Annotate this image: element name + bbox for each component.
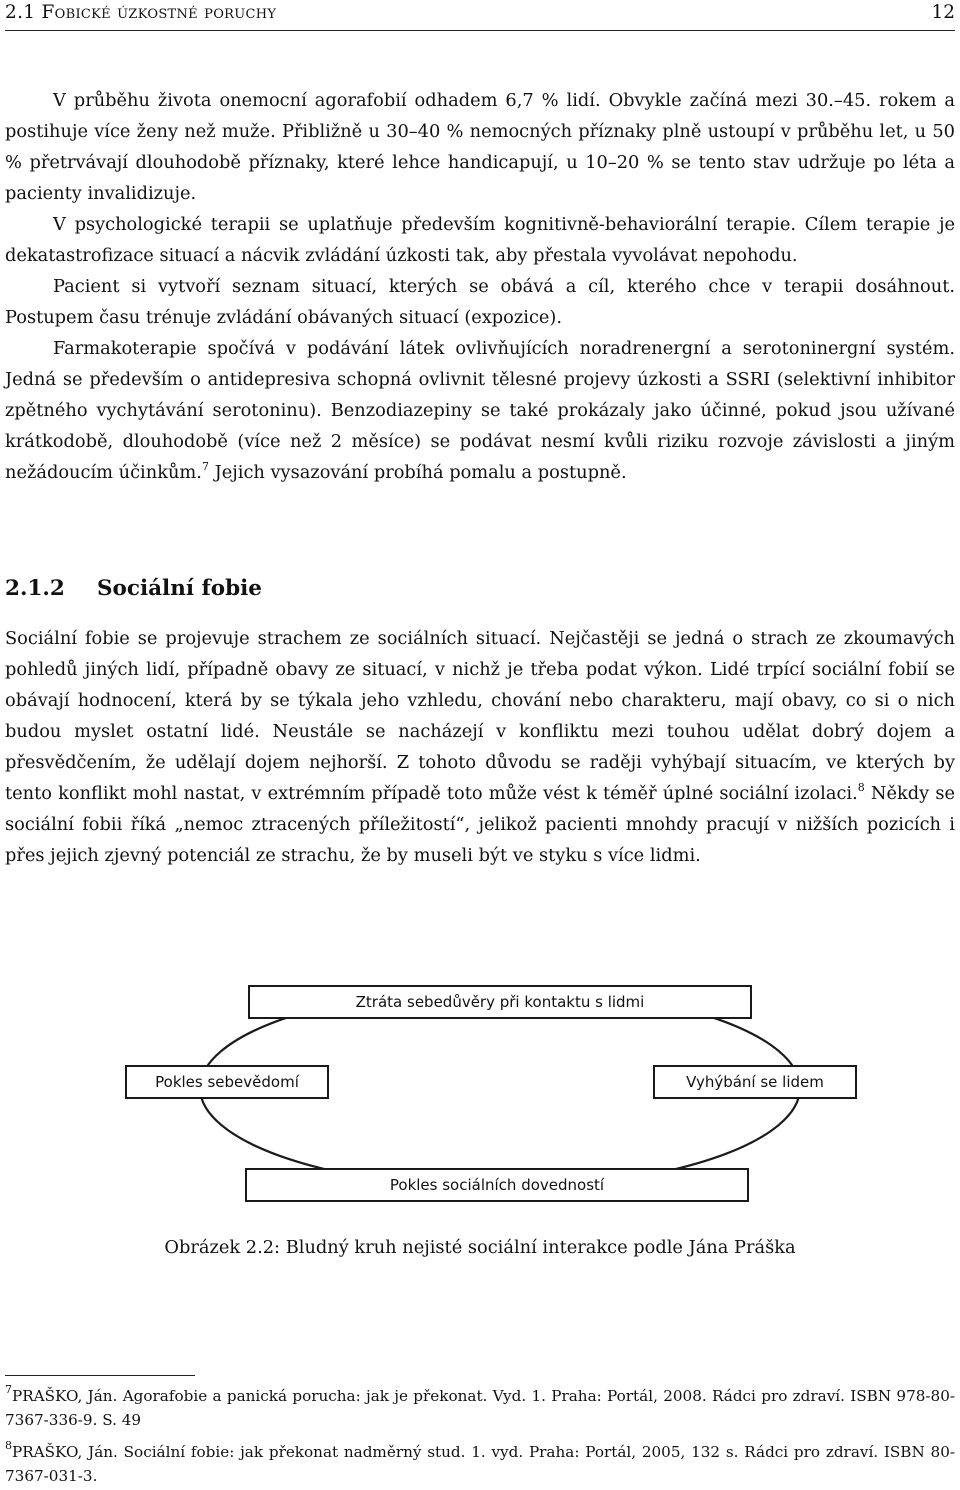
footnote [5,1384,955,1432]
section-text [5,623,955,871]
section-heading [5,576,262,601]
footnote-ref: 8 [857,781,865,794]
footnote-rule [5,1375,195,1376]
paragraph-text: Sociální fobie se projevuje strachem ze sociálních situací. Nejčastěji se jedná o strach ze zkoumavých pohledů jiných lidí, případně obavy ze situací, v nichž je třeba podat výkon. Lidé trpící sociální fobií se obávají hodnocení, která by se týkala jeho vzhledu, chování nebo charakteru, mají obavy, co si o nich budou myslet ostatní lidé. Neustále se nacházejí v konfliktu mezi touhou udělat dobrý dojem a přesvědčením, že udělají dojem nejhorší. Z tohoto důvodu se raději vyhýbají situacím, ve kterých by tento konflikt mohl nastat, v extrémním případě toto může vést k téměř úplné sociální izolaci. [5,628,955,804]
body-text [5,85,955,488]
box-vyhybani-se-lidem: Vyhýbání se lidem [653,1065,857,1099]
paragraph: V psychologické terapii se uplatňuje především kognitivně-behaviorální terapie. Cílem terapie je dekatastrofizace situací a nácvik zvládání úzkosti tak, aby přestala vyvolávat nepohodu. [5,214,955,266]
paragraph [5,623,955,871]
footnote-number: 7 [5,1383,12,1396]
paragraph: Pacient si vytvoří seznam situací, kterých se obává a cíl, kterého chce v terapii dosáhnout. Postupem času trénuje zvládání obávaných situací (expozice). [5,276,955,328]
box-ztrata-sebeduvery: Ztráta sebedůvěry při kontaktu s lidmi [248,985,752,1019]
figure-caption: Obrázek 2.2: Bludný kruh nejisté sociální interakce podle Jána Práška [164,1237,796,1258]
running-header [5,0,955,31]
page-number: 12 [931,2,955,23]
paragraph-text: Někdy se sociální fobii říká „nemoc ztracených příležitostí“, jelikož pacienti mnohdy pracují v nižších pozicích i přes jejich zjevný potenciál ze strachu, že by museli být ve styku s více lidmi. [5,783,955,866]
footnote [5,1440,955,1488]
paragraph-text: Jejich vysazování probíhá pomalu a postupně. [208,462,627,483]
paragraph [5,333,955,488]
section-number: 2.1.2 [5,576,65,601]
section-title: Sociální fobie [97,576,262,601]
footnote-text: PRAŠKO, Ján. Agorafobie a panická porucha: jak je překonat. Vyd. 1. Praha: Portál, 2008. Rádci pro zdraví. ISBN 978-80-7367-336-9. S. 49 [5,1387,955,1429]
vicious-circle-figure [0,960,960,1220]
footnote-text: PRAŠKO, Ján. Sociální fobie: jak překonat nadměrný stud. 1. vyd. Praha: Portál, 2005, 132 s. Rádci pro zdraví. ISBN 80-7367-031-3. [5,1443,955,1485]
paragraph-text: Farmakoterapie spočívá v podávání látek ovlivňujících noradrenergní a serotoninergní systém. Jedná se především o antidepresiva schopná ovlivnit tělesné projevy úzkosti a SSRI (selektivní inhibitor zpětného vychytávání serotoninu). Benzodiazepiny se také prokázaly jako účinné, pokud jsou užívané krátkodobě, dlouhodobě (více než 2 měsíce) se podávat nesmí kvůli riziku rozvoje závislosti a jiným nežádoucím účinkům. [5,338,955,483]
footnote-number: 8 [5,1439,12,1452]
paragraph: V průběhu života onemocní agorafobií odhadem 6,7 % lidí. Obvykle začíná mezi 30.–45. rokem a postihuje více ženy než muže. Přibližně u 30–40 % nemocných příznaky plně ustoupí v průběhu let, u 50 % přetrvávají dlouhodobě příznaky, které lehce handicapují, u 10–20 % se tento stav udržuje po léta a pacienty invalidizuje. [5,90,955,204]
header-section-title: 2.1 Fobické úzkostné poruchy [5,2,277,23]
box-pokles-sebevedomi: Pokles sebevědomí [125,1065,329,1099]
footnotes [5,1384,955,1488]
footnote-ref: 7 [201,460,209,473]
box-pokles-socialnich-dovednosti: Pokles sociálních dovedností [245,1168,749,1202]
